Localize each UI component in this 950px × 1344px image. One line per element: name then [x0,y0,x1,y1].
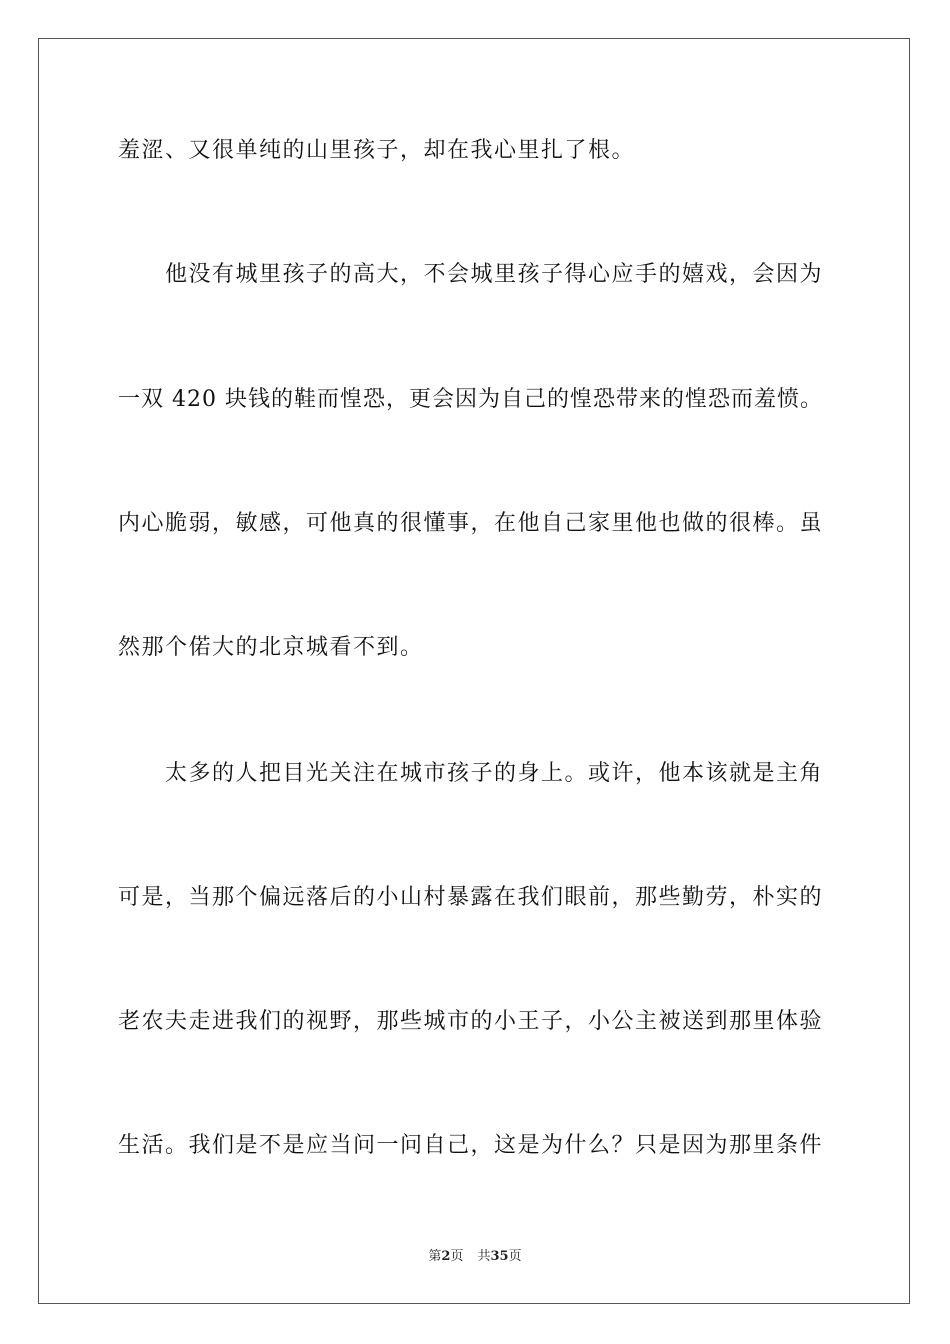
text-line: 然那个偌大的北京城看不到。 [118,635,424,660]
total-suffix: 页 [508,1249,522,1264]
text-line: 一双 420 块钱的鞋而惶恐，更会因为自己的惶恐带来的惶恐而羞愤。 [118,387,823,412]
total-prefix: 共 [477,1249,491,1264]
text-line: 太多的人把目光关注在城市孩子的身上。或许，他本该就是主角 [118,761,824,786]
text-line: 老农夫走进我们的视野，那些城市的小王子，小公主被送到那里体验 [118,1009,824,1034]
text-line: 生活。我们是不是应当问一问自己，这是为什么？只是因为那里条件 [118,1133,824,1158]
text-line: 他没有城里孩子的高大，不会城里孩子得心应手的嬉戏，会因为 [118,262,824,287]
text-line: 内心脆弱，敏感，可他真的很懂事，在他自己家里他也做的很棒。虽 [118,511,824,536]
page-border [38,38,910,1304]
text-line: 可是，当那个偏远落后的小山村暴露在我们眼前，那些勤劳，朴实的 [118,885,824,910]
page-number: 2 [441,1249,451,1264]
text-line: 羞涩、又很单纯的山里孩子，却在我心里扎了根。 [118,138,636,163]
total-pages: 35 [490,1249,509,1264]
page-suffix: 页 [450,1249,464,1264]
page-prefix: 第 [428,1249,442,1264]
page-footer [0,1248,950,1266]
